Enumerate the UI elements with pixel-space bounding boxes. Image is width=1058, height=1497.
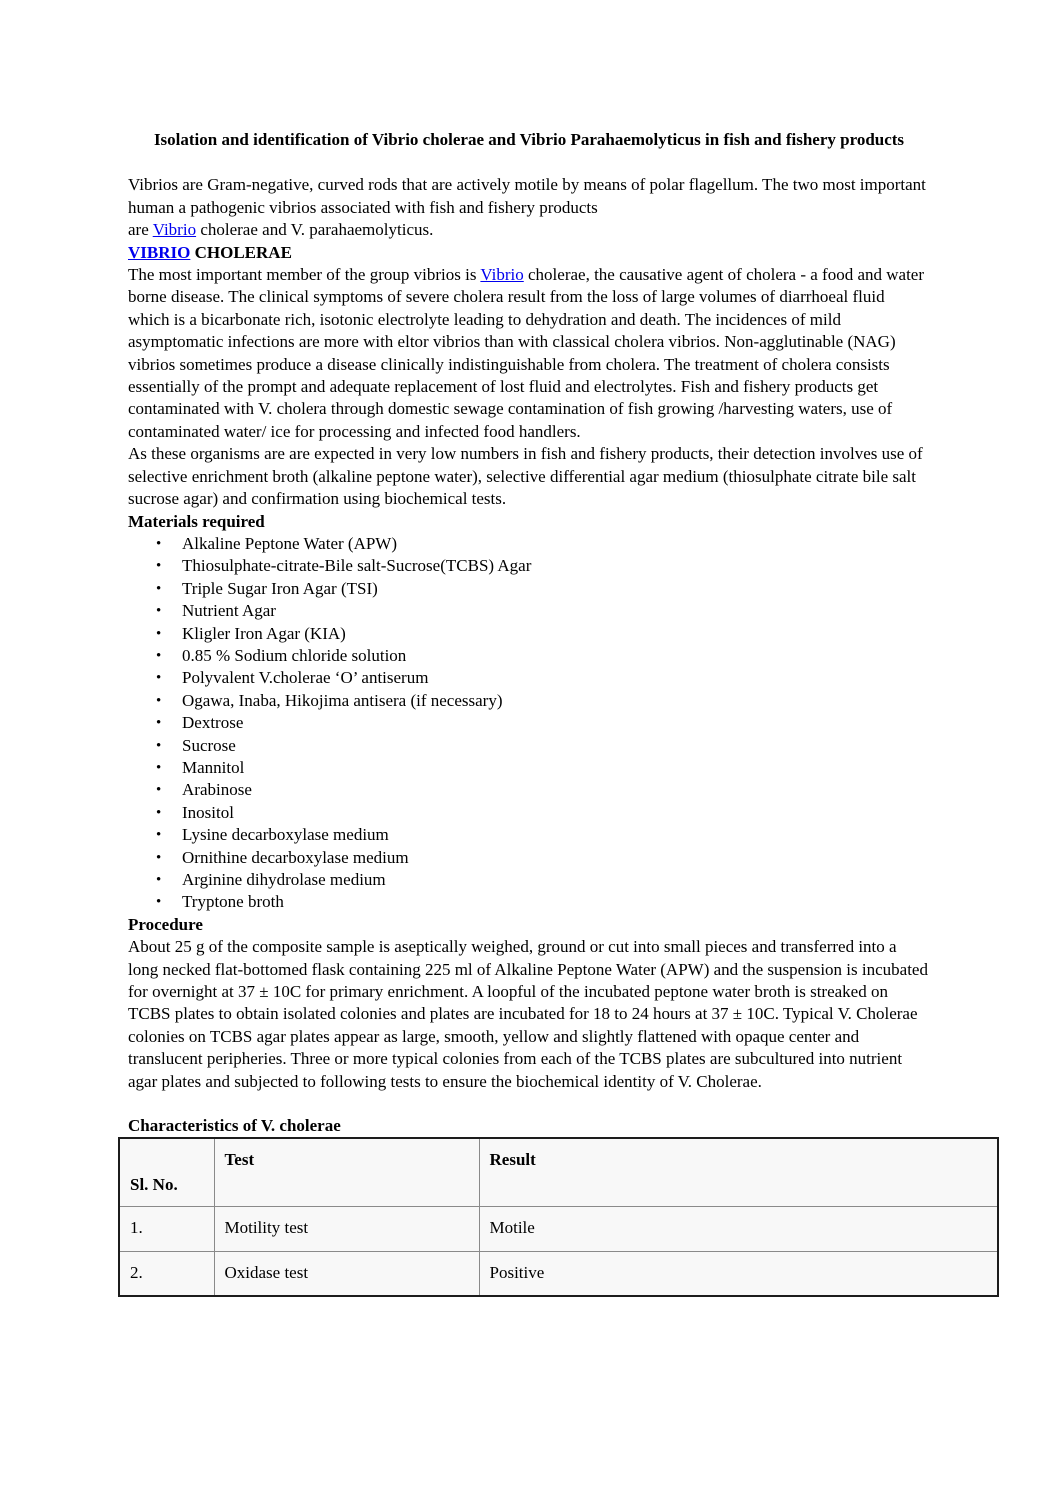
column-header-result: Result — [479, 1138, 998, 1206]
column-header-test: Test — [214, 1138, 479, 1206]
cell-test: Motility test — [214, 1206, 479, 1251]
overview-suffix: cholerae, the causative agent of cholera - a food and water borne disease. The clinical symptoms of severe cholera result from the loss of large volumes of diarrhoeal fluid which is a bicarbonate rich, isotonic electrolyte leading to dehydration and death. The incidences of mild asymptomatic infections are more with eltor vibrios than with classical cholera vibrios. Non-agglutinable (NAG) vibrios sometimes produce a disease clinically indistinguishable from cholera. The treatment of cholera consists essentially of the prompt and adequate replacement of lost fluid and electrolytes. Fish and fishery products get contaminated with V. cholera through domestic sewage contamination of fish growing /harvesting waters, use of contaminated water/ ice for processing and infected food handlers. — [128, 265, 925, 441]
cell-sl-no: 1. — [119, 1206, 214, 1251]
overview-paragraph — [128, 264, 930, 443]
materials-list — [128, 533, 930, 914]
vibrio-link-overview[interactable]: Vibrio — [480, 265, 524, 285]
cell-sl-no: 2. — [119, 1251, 214, 1296]
vibrio-link-heading[interactable]: VIBRIO — [128, 242, 191, 262]
intro-line3-suffix: cholerae and V. parahaemolyticus. — [196, 220, 434, 240]
cell-result: Positive — [479, 1251, 998, 1296]
vibrio-link-intro[interactable]: Vibrio — [152, 220, 197, 240]
procedure-paragraph: About 25 g of the composite sample is aseptically weighed, ground or cut into small pieces and transferred into a long necked flat-bottomed flask containing 225 ml of Alkaline Peptone Water (APW) and the suspension is incubated for overnight at 37 ± 10C for primary enrichment. A loopful of the incubated peptone water broth is streaked on TCBS plates to obtain isolated colonies and plates are incubated for 18 to 24 hours at 37 ± 10C. Typical V. Cholerae colonies on TCBS agar plates appear as large, smooth, yellow and slightly flattened with opaque center and translucent peripheries. Three or more typical colonies from each of the TCBS plates are subcultured into nutrient agar plates and subjected to following tests to ensure the biochemical identity of V. Cholerae. — [128, 937, 928, 1091]
material-item: • 0.85 % Sodium chloride solution — [128, 645, 930, 667]
materials-heading: Materials required — [128, 511, 265, 531]
table-header-row — [119, 1138, 998, 1206]
material-item: • Nutrient Agar — [128, 600, 930, 622]
material-item: • Tryptone broth — [128, 891, 930, 913]
material-item: • Ornithine decarboxylase medium — [128, 847, 930, 869]
characteristics-heading: Characteristics of V. cholerae — [128, 1116, 341, 1136]
characteristics-table — [118, 1137, 999, 1297]
document-page — [128, 0, 930, 1297]
material-item: • Thiosulphate-citrate-Bile salt-Sucrose(TCBS) Agar — [128, 555, 930, 577]
material-item: • Ogawa, Inaba, Hikojima antisera (if necessary) — [128, 690, 930, 712]
table-row — [119, 1251, 998, 1296]
vibrio-cholerae-heading — [128, 242, 930, 264]
procedure-heading: Procedure — [128, 914, 203, 934]
intro-line3-prefix: are — [128, 220, 153, 240]
material-item: • Dextrose — [128, 712, 930, 734]
material-item: • Mannitol — [128, 757, 930, 779]
cell-result: Motile — [479, 1206, 998, 1251]
cell-test: Oxidase test — [214, 1251, 479, 1296]
overview-prefix: The most important member of the group vibrios is — [128, 265, 481, 285]
material-item: • Triple Sugar Iron Agar (TSI) — [128, 578, 930, 600]
blank-line — [128, 1093, 930, 1115]
material-item: • Lysine decarboxylase medium — [128, 824, 930, 846]
material-item: • Inositol — [128, 802, 930, 824]
material-item: • Arabinose — [128, 779, 930, 801]
intro-text: Vibrios are Gram-negative, curved rods that are actively motile by means of polar flagellum. The two most important human a pathogenic vibrios associated with fish and fishery products — [128, 175, 926, 217]
material-item: • Alkaline Peptone Water (APW) — [128, 533, 930, 555]
intro-paragraph — [128, 174, 930, 241]
detection-paragraph: As these organisms are are expected in very low numbers in fish and fishery products, their detection involves use of selective enrichment broth (alkaline peptone water), selective differential agar medium (thiosulphate citrate bile salt sucrose agar) and confirmation using biochemical tests. — [128, 444, 923, 509]
material-item: • Polyvalent V.cholerae ‘O’ antiserum — [128, 667, 930, 689]
material-item: • Arginine dihydrolase medium — [128, 869, 930, 891]
material-item: • Kligler Iron Agar (KIA) — [128, 623, 930, 645]
table-row — [119, 1206, 998, 1251]
column-header-sl-no: Sl. No. — [119, 1138, 214, 1206]
vibrio-heading-rest: CHOLERAE — [190, 242, 292, 262]
document-title: Isolation and identification of Vibrio cholerae and Vibrio Parahaemolyticus in fish and fishery products — [153, 130, 905, 149]
material-item: • Sucrose — [128, 735, 930, 757]
